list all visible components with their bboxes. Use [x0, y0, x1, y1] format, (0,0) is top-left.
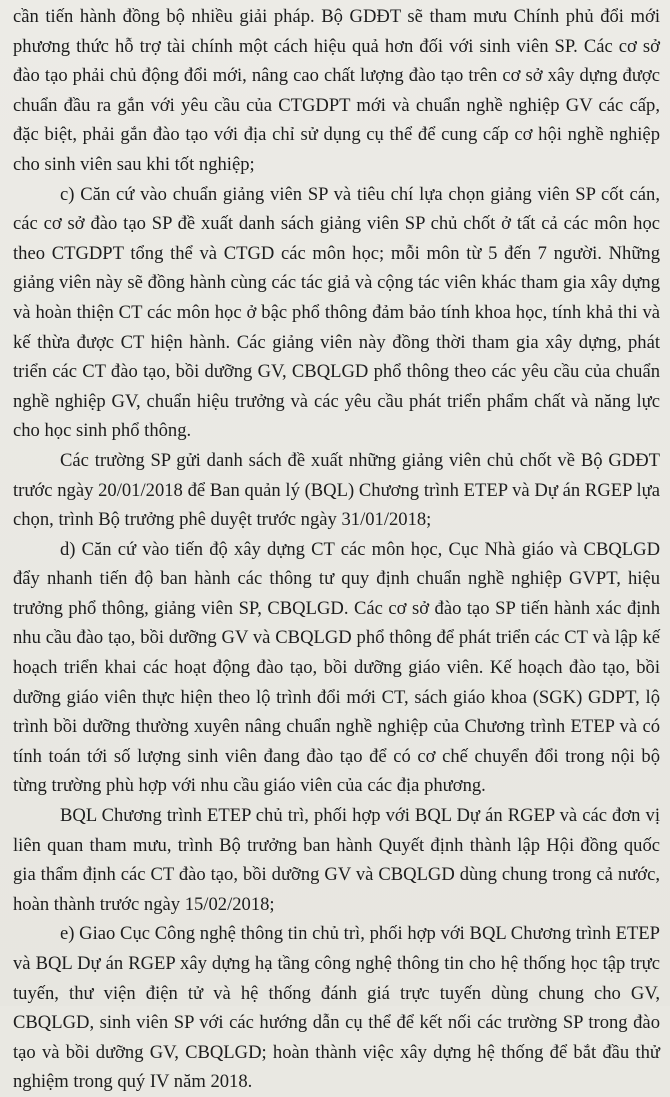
paragraph-item-d: d) Căn cứ vào tiến độ xây dựng CT các môn học, Cục Nhà giáo và CBQLGD đẩy nhanh tiến độ ban hành các thông tư quy định chuẩn nghề nghiệp GVPT, hiệu trưởng phổ thông, giảng viên SP, CBQLGD. Các cơ sở đào tạo SP tiến hành xác định nhu cầu đào tạo, bồi dưỡng GV và CBQLGD phổ thông để phát triển các CT và lập kế hoạch triển khai các hoạt động đào tạo, bồi dưỡng giáo viên. Kế hoạch đào tạo, bồi dưỡng giáo viên thực hiện theo lộ trình đổi mới CT, sách giáo khoa (SGK) GDPT, lộ trình bồi dưỡng thường xuyên nâng chuẩn nghề nghiệp của Chương trình ETEP và có tính toán tới số lượng sinh viên đang đào tạo để có cơ chế chuyển đổi trong nội bộ từng trường phù hợp với nhu cầu giáo viên của các địa phương. — [13, 538, 660, 797]
paragraph-etep-council: BQL Chương trình ETEP chủ trì, phối hợp với BQL Dự án RGEP và các đơn vị liên quan tham mưu, trình Bộ trưởng ban hành Quyết định thành lập Hội đồng quốc gia thẩm định các CT đào tạo, bồi dưỡng GV và CBQLGD dùng chung trong cả nước, hoàn thành trước ngày 15/02/2018; — [13, 805, 660, 915]
paragraph-item-c: c) Căn cứ vào chuẩn giảng viên SP và tiêu chí lựa chọn giảng viên SP cốt cán, các cơ sở đào tạo SP đề xuất danh sách giảng viên SP chủ chốt ở tất cả các môn học theo CTGDPT tổng thể và CTGD các môn học; mỗi môn từ 5 đến 7 người. Những giảng viên này sẽ đồng hành cùng các tác giả và cộng tác viên khác tham gia xây dựng và hoàn thiện CT các môn học ở bậc phổ thông đảm bảo tính khoa học, tính khả thi và kế thừa được CT hiện hành. Các giảng viên này đồng thời tham gia xây dựng, phát triển các CT đào tạo, bồi dưỡng GV, CBQLGD phổ thông theo các yêu cầu của chuẩn nghề nghiệp GV, chuẩn hiệu trưởng và các yêu cầu phát triển phẩm chất và năng lực cho học sinh phổ thông. — [13, 183, 660, 442]
paragraph-sp-schools-list: Các trường SP gửi danh sách đề xuất những giảng viên chủ chốt về Bộ GDĐT trước ngày 20/01/2018 để Ban quản lý (BQL) Chương trình ETEP và Dự án RGEP lựa chọn, trình Bộ trưởng phê duyệt trước ngày 31/01/2018; — [13, 449, 660, 531]
paragraph-item-e: e) Giao Cục Công nghệ thông tin chủ trì, phối hợp với BQL Chương trình ETEP và BQL Dự án RGEP xây dựng hạ tầng công nghệ thông tin cho hệ thống học tập trực tuyến, thư viện điện tử và hệ thống đánh giá trực tuyến dùng chung cho GV, CBQLGD, sinh viên SP với các hướng dẫn cụ thể để kết nối các trường SP trong đào tạo và bồi dưỡng GV, CBQLGD; hoàn thành việc xây dựng hệ thống để bắt đầu thử nghiệm trong quý IV năm 2018. — [13, 923, 660, 1093]
paragraph-continuation: cần tiến hành đồng bộ nhiều giải pháp. Bộ GDĐT sẽ tham mưu Chính phủ đổi mới phương thức hỗ trợ tài chính một cách hiệu quả hơn đối với sinh viên SP. Các cơ sở đào tạo phải chủ động đổi mới, nâng cao chất lượng đào tạo trên cơ sở xây dựng được chuẩn đầu ra gắn với yêu cầu của CTGDPT mới và chuẩn nghề nghiệp GV các cấp, đặc biệt, phải gắn đào tạo với địa chỉ sử dụng cụ thể để cung cấp cơ hội nghề nghiệp cho sinh viên sau khi tốt nghiệp; — [13, 6, 660, 175]
